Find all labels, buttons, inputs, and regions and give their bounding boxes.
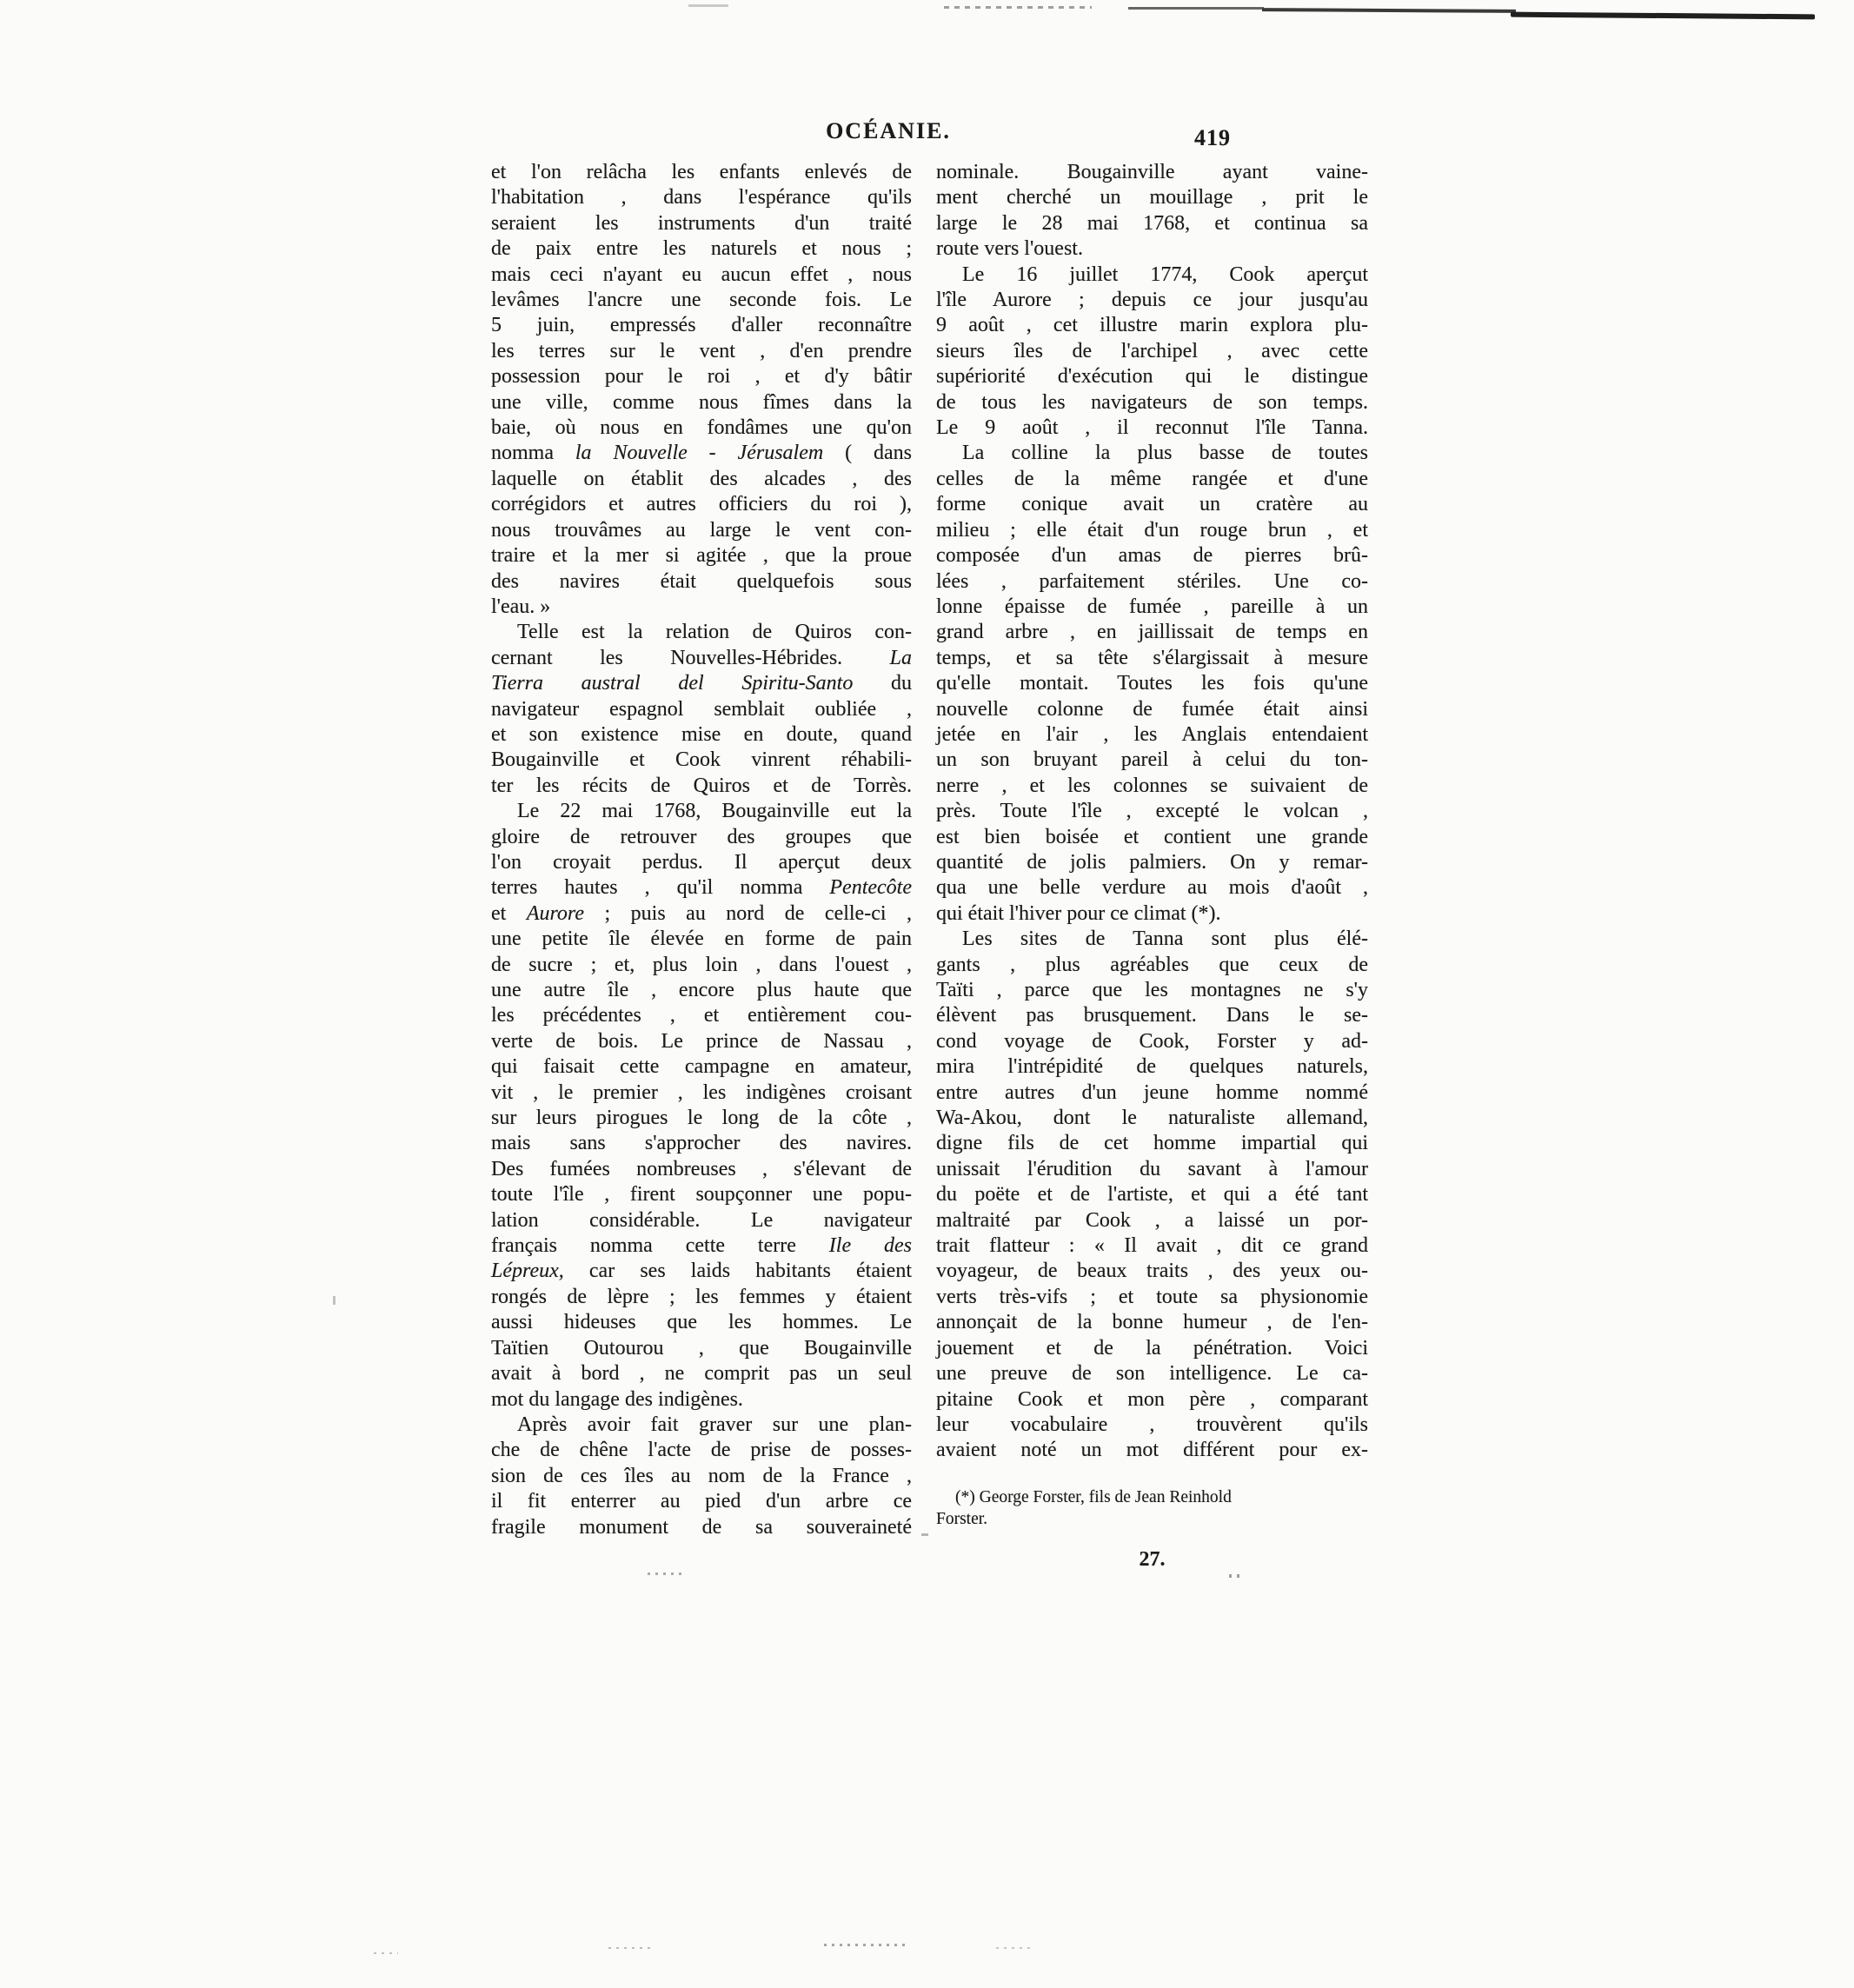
- text-line: [491, 850, 912, 875]
- text-line: [936, 1029, 1368, 1054]
- text-line: [936, 1438, 1368, 1463]
- text-line: [491, 722, 912, 748]
- text-line: [491, 1003, 912, 1028]
- text-line: [491, 416, 912, 441]
- text-line: [491, 1106, 912, 1131]
- text-segment: corrégidors et autres officiers du roi ),: [491, 493, 912, 516]
- text-line: [936, 1310, 1368, 1335]
- paragraph: [491, 160, 912, 620]
- text-segment: voyageur, de beaux traits , des yeux ou-: [936, 1260, 1368, 1283]
- text-segment: Wa-Akou, dont le naturaliste allemand,: [936, 1107, 1368, 1130]
- text-segment: Taïti , parce que les montagnes ne s'y: [936, 979, 1368, 1001]
- text-line: [936, 1361, 1368, 1386]
- text-line: [491, 901, 912, 927]
- text-segment: Telle est la relation de Quiros con-: [517, 621, 912, 644]
- text-segment: sur leurs pirogues le long de la côte ,: [491, 1107, 912, 1130]
- text-line: [491, 390, 912, 416]
- text-line: [491, 1259, 912, 1284]
- italic-text: Aurore: [526, 901, 585, 925]
- italic-text: Lépreux,: [491, 1260, 564, 1283]
- text-segment: temps, et sa tête s'élargissait à mesure: [936, 646, 1368, 669]
- footnote-line: (*) George Forster, fils de Jean Reinhold: [955, 1488, 1232, 1506]
- text-line: [936, 697, 1368, 722]
- text-segment: trait flatteur : « Il avait , dit ce grand: [936, 1234, 1368, 1258]
- text-line: [936, 211, 1368, 236]
- text-line: [491, 569, 912, 595]
- text-segment: jouement et de la pénétration. Voici: [936, 1336, 1368, 1360]
- text-segment: lation considérable. Le navigateur: [491, 1208, 912, 1232]
- text-line: [491, 185, 912, 210]
- text-segment: annonçait de la bonne humeur , de l'en-: [936, 1311, 1368, 1334]
- text-line: [936, 774, 1368, 799]
- text-segment: composée d'un amas de pierres brû-: [936, 544, 1368, 568]
- text-line: [936, 569, 1368, 595]
- text-segment: levâmes l'ancre une seconde fois. Le: [491, 289, 912, 312]
- text-segment: avaient noté un mot différent pour ex-: [936, 1439, 1368, 1462]
- text-segment: vit , le premier , les indigènes croisant: [491, 1080, 912, 1104]
- text-segment: Après avoir fait graver sur une plan-: [517, 1413, 912, 1436]
- text-line: [491, 748, 912, 773]
- text-line: [936, 722, 1368, 748]
- italic-text: la Nouvelle - Jérusalem: [575, 442, 824, 465]
- text-segment: large le 28 mai 1768, et continua sa: [936, 211, 1368, 235]
- text-line: [936, 825, 1368, 850]
- text-line: [936, 416, 1368, 441]
- text-segment: et: [491, 901, 527, 925]
- text-line: [936, 263, 1368, 288]
- text-line: [936, 1054, 1368, 1080]
- text-segment: cond voyage de Cook, Forster y ad-: [936, 1029, 1368, 1053]
- text-line: [936, 390, 1368, 416]
- text-segment: nerre , et les colonnes se suivaient de: [936, 774, 1368, 797]
- text-segment: de paix entre les naturels et nous ;: [491, 237, 912, 261]
- text-line: [491, 978, 912, 1003]
- text-line: [936, 927, 1368, 952]
- text-segment: seraient les instruments d'un traité: [491, 211, 912, 235]
- text-segment: du poëte et de l'artiste, et qui a été tant: [936, 1183, 1368, 1207]
- text-line: [936, 1233, 1368, 1259]
- scan-artifact-speck-2: [1229, 1574, 1245, 1578]
- text-line: [491, 1489, 912, 1514]
- text-line: [936, 518, 1368, 543]
- text-line: [491, 1515, 912, 1540]
- text-line: [936, 543, 1368, 568]
- text-line: [936, 1413, 1368, 1438]
- scan-artifact-top-5: [1511, 12, 1815, 20]
- text-segment: l'habitation , dans l'espérance qu'ils: [491, 186, 912, 209]
- text-segment: nominale. Bougainville ayant vaine-: [936, 161, 1368, 183]
- text-segment: nous trouvâmes au large le vent con-: [491, 518, 912, 542]
- footnote-line: Forster.: [936, 1510, 988, 1528]
- text-segment: traire et la mer si agitée , que la proue: [491, 544, 912, 568]
- text-line: [491, 953, 912, 978]
- text-segment: grand arbre , en jaillissait de temps en: [936, 621, 1368, 644]
- text-line: [936, 953, 1368, 978]
- text-line: [491, 211, 912, 236]
- text-line: [936, 339, 1368, 364]
- text-line: [936, 850, 1368, 875]
- text-segment: qui faisait cette campagne en amateur,: [491, 1055, 912, 1079]
- text-segment: forme conique avait un cratère au: [936, 493, 1368, 516]
- text-segment: celles de la même rangée et d'une: [936, 467, 1368, 490]
- column-right: [936, 160, 1368, 1464]
- text-line: [491, 1361, 912, 1386]
- text-segment: ter les récits de Quiros et de Torrès.: [491, 774, 912, 797]
- text-line: [491, 441, 912, 466]
- text-segment: lonne épaisse de fumée , pareille à un: [936, 595, 1368, 618]
- text-line: [936, 1157, 1368, 1182]
- text-line: [491, 467, 912, 492]
- text-segment: route vers l'ouest.: [936, 237, 1083, 261]
- paragraph: [936, 927, 1368, 1464]
- text-segment: et l'on relâcha les enfants enlevés de: [491, 161, 912, 183]
- text-line: [491, 697, 912, 722]
- text-segment: gloire de retrouver des groupes que: [491, 825, 912, 848]
- text-segment: nomma: [491, 442, 575, 465]
- text-segment: les terres sur le vent , d'en prendre: [491, 339, 912, 362]
- text-line: [491, 825, 912, 850]
- text-segment: jetée en l'air , les Anglais entendaient: [936, 722, 1368, 746]
- text-line: [491, 1310, 912, 1335]
- text-segment: quantité de jolis palmiers. On y remar-: [936, 850, 1368, 874]
- text-segment: mot du langage des indigènes.: [491, 1387, 743, 1411]
- text-segment: ( dans: [823, 442, 912, 465]
- text-line: [491, 1182, 912, 1207]
- text-segment: l'on croyait perdus. Il aperçut deux: [491, 850, 912, 874]
- text-segment: Des fumées nombreuses , s'élevant de: [491, 1157, 912, 1180]
- text-line: [491, 1464, 912, 1489]
- text-segment: rongés de lèpre ; les femmes y étaient: [491, 1285, 912, 1308]
- text-segment: une autre île , encore plus haute que: [491, 979, 912, 1001]
- text-segment: entre autres d'un jeune homme nommé: [936, 1080, 1368, 1104]
- text-line: [936, 441, 1368, 466]
- text-segment: les précédentes , et entièrement cou-: [491, 1004, 912, 1027]
- text-line: [491, 160, 912, 185]
- text-line: [936, 1106, 1368, 1131]
- text-line: [936, 646, 1368, 671]
- text-line: [936, 901, 1368, 927]
- text-line: [491, 646, 912, 671]
- text-line: [936, 1003, 1368, 1028]
- text-segment: Taïtien Outourou , que Bougainville: [491, 1336, 912, 1360]
- text-line: [491, 595, 912, 620]
- text-segment: Les sites de Tanna sont plus élé-: [962, 928, 1368, 951]
- text-segment: aussi hideuses que les hommes. Le: [491, 1311, 912, 1334]
- text-segment: 9 août , cet illustre marin explora plu-: [936, 314, 1368, 337]
- paragraph: [936, 160, 1368, 263]
- text-line: [936, 1182, 1368, 1207]
- text-line: [491, 799, 912, 824]
- scan-artifact-top-2: [944, 6, 1092, 9]
- text-line: [936, 1131, 1368, 1156]
- text-segment: mais ceci n'ayant eu aucun effet , nous: [491, 263, 912, 286]
- scan-artifact-speck-4: [333, 1296, 336, 1305]
- text-segment: de sucre ; et, plus loin , dans l'ouest ,: [491, 953, 912, 976]
- text-line: [936, 1080, 1368, 1106]
- text-segment: pitaine Cook et mon père , comparant: [936, 1387, 1368, 1411]
- text-segment: leur vocabulaire , trouvèrent qu'ils: [936, 1413, 1368, 1436]
- scan-artifact-bottom-3: [374, 1952, 398, 1954]
- text-line: [936, 1208, 1368, 1233]
- italic-text: Ile des: [828, 1234, 913, 1258]
- text-segment: 5 juin, empressés d'aller reconnaître: [491, 314, 912, 337]
- text-segment: élèvent pas brusquement. Dans le se-: [936, 1004, 1368, 1027]
- text-segment: Bougainville et Cook vinrent réhabili-: [491, 748, 912, 772]
- scan-artifact-bottom-2: [608, 1947, 655, 1949]
- text-segment: qua une belle verdure au mois d'août ,: [936, 876, 1368, 900]
- text-segment: La colline la plus basse de toutes: [962, 442, 1368, 465]
- text-line: [936, 1336, 1368, 1361]
- text-segment: navigateur espagnol semblait oubliée ,: [491, 697, 912, 721]
- text-line: [491, 518, 912, 543]
- text-segment: sieurs îles de l'archipel , avec cette: [936, 339, 1368, 362]
- italic-text: Pentecôte: [829, 876, 912, 900]
- text-line: [936, 595, 1368, 620]
- text-line: [936, 236, 1368, 262]
- text-line: [491, 1387, 912, 1413]
- running-head: OCÉANIE.: [826, 118, 951, 143]
- text-segment: car ses laids habitants étaient: [563, 1260, 912, 1283]
- text-line: [936, 671, 1368, 696]
- text-segment: unissait l'érudition du savant à l'amour: [936, 1157, 1368, 1180]
- scan-artifact-speck-3: [921, 1533, 928, 1536]
- text-line: [491, 1208, 912, 1233]
- text-segment: maltraité par Cook , a laissé un por-: [936, 1208, 1368, 1232]
- text-segment: verts très-vifs ; et toute sa physionomie: [936, 1285, 1368, 1308]
- italic-text: La: [889, 646, 912, 669]
- text-segment: une preuve de son intelligence. Le ca-: [936, 1362, 1368, 1386]
- text-line: [936, 467, 1368, 492]
- text-line: [491, 263, 912, 288]
- text-line: [491, 543, 912, 568]
- italic-text: Tierra austral del Spiritu-Santo: [491, 672, 854, 695]
- text-segment: français nomma cette terre: [491, 1234, 829, 1258]
- text-line: [491, 1336, 912, 1361]
- paragraph: [491, 799, 912, 1413]
- scan-artifact-bottom-4: [996, 1947, 1031, 1949]
- text-line: [491, 1413, 912, 1438]
- text-segment: mais sans s'approcher des navires.: [491, 1132, 912, 1155]
- text-segment: digne fils de cet homme impartial qui: [936, 1132, 1368, 1155]
- text-segment: l'île Aurore ; depuis ce jour jusqu'au: [936, 289, 1368, 312]
- text-segment: possession pour le roi , et d'y bâtir: [491, 365, 912, 389]
- text-line: [491, 1029, 912, 1054]
- text-line: [936, 875, 1368, 901]
- text-segment: gants , plus agréables que ceux de: [936, 953, 1368, 976]
- text-segment: Le 16 juillet 1774, Cook aperçut: [962, 263, 1368, 286]
- paragraph: [936, 441, 1368, 927]
- text-line: [936, 160, 1368, 185]
- text-line: [936, 748, 1368, 773]
- paragraph: [936, 263, 1368, 442]
- text-segment: il fit enterrer au pied d'un arbre ce: [491, 1490, 912, 1513]
- text-line: [491, 1233, 912, 1259]
- text-line: [491, 313, 912, 338]
- text-line: [491, 288, 912, 313]
- text-line: [936, 185, 1368, 210]
- text-line: [936, 1387, 1368, 1413]
- scan-artifact-bottom-1: [824, 1944, 907, 1946]
- text-segment: supériorité d'exécution qui le distingue: [936, 365, 1368, 389]
- text-segment: laquelle on établit des alcades , des: [491, 467, 912, 490]
- scan-artifact-top-4: [1262, 8, 1516, 13]
- text-segment: est bien boisée et contient une grande: [936, 825, 1368, 848]
- text-segment: Le 9 août , il reconnut l'île Tanna.: [936, 416, 1368, 440]
- text-segment: verte de bois. Le prince de Nassau ,: [491, 1029, 912, 1053]
- text-segment: et son existence mise en doute, quand: [491, 722, 912, 746]
- text-line: [936, 364, 1368, 389]
- text-line: [491, 1054, 912, 1080]
- text-line: [491, 492, 912, 517]
- signature-mark: 27.: [1139, 1548, 1166, 1571]
- text-segment: fragile monument de sa souveraineté: [491, 1515, 912, 1539]
- text-segment: près. Toute l'île , excepté le volcan ,: [936, 800, 1368, 823]
- text-segment: Le 22 mai 1768, Bougainville eut la: [517, 800, 912, 823]
- text-segment: baie, où nous en fondâmes une qu'on: [491, 416, 912, 440]
- footnote: [936, 1486, 1368, 1530]
- text-line: [491, 927, 912, 952]
- text-segment: cernant les Nouvelles-Hébrides.: [491, 646, 890, 669]
- text-segment: ment cherché un mouillage , prit le: [936, 186, 1368, 209]
- text-segment: ; puis au nord de celle-ci ,: [584, 901, 912, 925]
- text-segment: du: [853, 672, 912, 695]
- text-line: [491, 875, 912, 901]
- text-line: [491, 1438, 912, 1463]
- scan-artifact-top-1: [688, 4, 728, 7]
- text-segment: l'eau. »: [491, 595, 551, 618]
- text-segment: toute l'île , firent soupçonner une popu-: [491, 1183, 912, 1207]
- text-segment: sion de ces îles au nom de la France ,: [491, 1464, 912, 1487]
- text-segment: milieu ; elle était d'un rouge brun , et: [936, 518, 1368, 542]
- text-segment: terres hautes , qu'il nomma: [491, 876, 830, 900]
- text-line: [491, 1157, 912, 1182]
- text-segment: lées , parfaitement stériles. Une co-: [936, 569, 1368, 593]
- text-line: [936, 313, 1368, 338]
- text-line: [491, 339, 912, 364]
- scan-artifact-top-3: [1128, 7, 1264, 10]
- text-line: [936, 1285, 1368, 1310]
- text-segment: che de chêne l'acte de prise de posses-: [491, 1439, 912, 1462]
- text-line: [491, 774, 912, 799]
- text-line: [936, 288, 1368, 313]
- text-segment: mira l'intrépidité de quelques naturels,: [936, 1055, 1368, 1079]
- text-line: [936, 799, 1368, 824]
- column-left: [491, 160, 912, 1540]
- text-segment: des navires était quelquefois sous: [491, 569, 912, 593]
- page-number: 419: [1194, 125, 1231, 150]
- text-segment: nouvelle colonne de fumée était ainsi: [936, 697, 1368, 721]
- text-line: [491, 620, 912, 645]
- text-line: [936, 978, 1368, 1003]
- text-line: [491, 671, 912, 696]
- text-segment: qu'elle montait. Toutes les fois qu'une: [936, 672, 1368, 695]
- paragraph: [491, 1413, 912, 1540]
- text-segment: de tous les navigateurs de son temps.: [936, 390, 1368, 414]
- text-line: [936, 620, 1368, 645]
- scan-artifact-speck-1: [648, 1572, 686, 1575]
- text-line: [936, 1259, 1368, 1284]
- text-line: [491, 236, 912, 262]
- text-line: [491, 364, 912, 389]
- text-line: [936, 492, 1368, 517]
- text-line: [491, 1285, 912, 1310]
- text-segment: une ville, comme nous fîmes dans la: [491, 390, 912, 414]
- text-segment: avait à bord , ne comprit pas un seul: [491, 1362, 912, 1386]
- text-line: [491, 1080, 912, 1106]
- paragraph: [491, 620, 912, 799]
- text-segment: un son bruyant pareil à celui du ton-: [936, 748, 1368, 772]
- text-segment: une petite île élevée en forme de pain: [491, 928, 912, 951]
- text-segment: qui était l'hiver pour ce climat (*).: [936, 901, 1221, 925]
- text-line: [491, 1131, 912, 1156]
